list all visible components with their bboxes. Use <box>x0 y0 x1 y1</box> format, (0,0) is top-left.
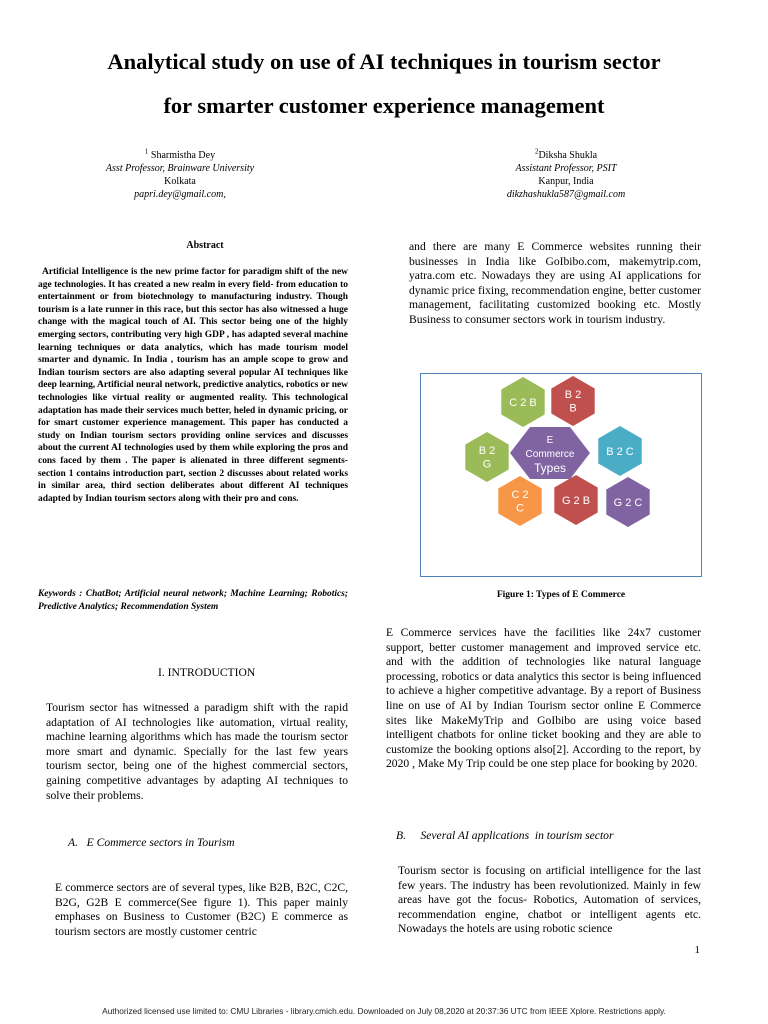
hex-b2b <box>551 376 594 426</box>
hex-g2c <box>606 477 649 527</box>
subsection-a-paragraph: E commerce sectors are of several types, like B2B, B2C, C2C, B2G, G2B E commerce(See figure 1). This paper mainly emphases on Business to Customer (B2C) E commerce as tourism sectors are mostly customer centric <box>55 881 348 938</box>
hex-label: E <box>546 435 554 446</box>
right-column-paragraph-1: and there are many E Commerce websites running their businesses in India like GoIbibo.com, makemytrip.com, yatra.com etc. Nowadays they are using AI applications for dynamic price fixing, recommendation engine, better customer management, facilitating customized booking etc. Mostly Business to consumer sectors work in tourism industry. <box>409 240 701 326</box>
hex-center <box>510 427 590 479</box>
hex-label: Commerce <box>525 449 575 460</box>
figure-1-frame <box>420 373 702 577</box>
author-block-2 <box>466 149 666 201</box>
section-heading-introduction: I. INTRODUCTION <box>158 666 256 679</box>
subsection-heading-b: B. Several AI applications in tourism sector <box>396 829 614 842</box>
author-email[interactable]: dikzhashukla587@gmail.com <box>506 189 626 200</box>
author-email[interactable]: papri.dey@gmail.com, <box>134 189 226 200</box>
hex-label: G 2 B <box>561 494 591 507</box>
hex-b2c <box>598 426 641 476</box>
paper-title-line1: Analytical study on use of AI techniques in tourism sector <box>107 49 661 74</box>
hex-g2b <box>554 475 597 525</box>
hex-b2g <box>465 432 508 482</box>
paper-title-line2: for smarter customer experience management <box>163 93 605 118</box>
hex-label: C 2 B <box>509 396 537 409</box>
author-location: Kanpur, India <box>538 176 594 187</box>
abstract-heading: Abstract <box>186 240 224 251</box>
author-name-text: Diksha Shukla <box>538 150 598 161</box>
hex-shape <box>498 476 541 526</box>
hex-label: Types <box>533 461 567 475</box>
author-location: Kolkata <box>164 176 196 187</box>
author-affiliation: Assistant Professor, PSIT <box>515 163 617 174</box>
hex-label: B 2 <box>478 445 496 457</box>
figure-caption: Figure 1: Types of E Commerce <box>496 590 626 600</box>
hex-c2b <box>501 377 544 427</box>
hex-c2c <box>498 476 541 526</box>
hex-shape <box>551 376 594 426</box>
hex-label: G 2 C <box>613 496 643 509</box>
author-name <box>80 149 280 162</box>
hex-label: C 2 <box>511 489 529 501</box>
footer-license-notice: Authorized licensed use limited to: CMU Libraries - library.cmich.edu. Downloaded on July 08,2020 at 20:37:36 UTC from IEEE Xplore. Restrictions apply. <box>102 1006 666 1016</box>
subsection-b-paragraph: Tourism sector is focusing on artificial intelligence for the last few years. The industry has been revolutionized. Mainly in few areas have got the focus- Robotics, Automation of services, recommendation engine, chatbot or intelligent agents etc. Nowadays the hotels are using robotic science <box>398 864 701 936</box>
right-column-paragraph-2: E Commerce services have the facilities like 24x7 customer support, better customer management and improved service etc. and with the addition of technologies like natural language processing, robotics or data analytics this sector is being influenced to achieve a higher competitive advantage. By a report of Business line on use of AI by Indian Tourism sector online E Commerce sites like MakeMyTrip and GoIbibo are using voice based intelligent chatbots for online ticket booking and they are able to customize the booking options also[2]. According to the report, by 2020 , Make My Trip could be one step place for booking by 2020. <box>386 626 701 771</box>
hex-label: G <box>482 458 492 471</box>
hex-label: C <box>516 502 524 515</box>
hex-label: B 2 C <box>606 445 634 458</box>
hex-label: B 2 <box>564 389 582 401</box>
intro-paragraph: Tourism sector has witnessed a paradigm shift with the rapid adaptation of AI technologies like automation, virtual reality, machine learning algorithms which has made the tourism sector more smart and dynamic. Specially for the last few years tourism sector, being one of the highest commercial sectors, gaining competitive advantages by adapting AI techniques to solve their problems. <box>46 701 348 802</box>
ecommerce-types-diagram <box>421 374 701 576</box>
author-sup: 2 <box>534 147 539 156</box>
author-name <box>466 149 666 162</box>
hex-shape <box>465 432 508 482</box>
subsection-heading-a: A. E Commerce sectors in Tourism <box>68 836 235 849</box>
author-sup: 1 <box>144 147 149 156</box>
page-number: 1 <box>694 944 700 956</box>
author-name-text: Sharmistha Dey <box>150 150 216 161</box>
abstract-text: Artificial Intelligence is the new prime factor for paradigm shift of the new age technologies. It has created a new realm in every field- from education to entertainment or from biotechnology to manufacturing industry. Though tourism is a late runner in this race, but this sector has also witnessed a huge change with the magical touch of AI. This sector being one of the highly emerging sectors, contributing very high GDP , has adapted several machine learning techniques or data analytics, which has made tourism model smarter and dynamic. In India , tourism has an ample scope to grow and Indian tourism sectors are also adapting several popular AI techniques like deep learning, Artificial neural network, predictive analytics, robotics or new technologies like virtual reality or augmented reality. This technological adaptation has made their services much better, heled in dynamic pricing, or for smart customer experience management. This paper has conducted a study on Indian tourism sectors providing online services and discusses about the current AI technologies used by them while exploring the pros and cons faced by them . The paper is alienated in three different segments- section 1 contains introduction part, section 2 discusses about related works in similar area, third section deliberates about different AI techniques adapted by Indian tourism sectors along with their pro and cons. <box>38 267 348 504</box>
author-block-1 <box>80 149 280 201</box>
hex-label: B <box>569 402 577 415</box>
author-affiliation: Asst Professor, Brainware University <box>105 163 255 174</box>
keywords: Keywords : ChatBot; Artificial neural network; Machine Learning; Robotics; Predictive Analytics; Recommendation System <box>38 589 348 612</box>
